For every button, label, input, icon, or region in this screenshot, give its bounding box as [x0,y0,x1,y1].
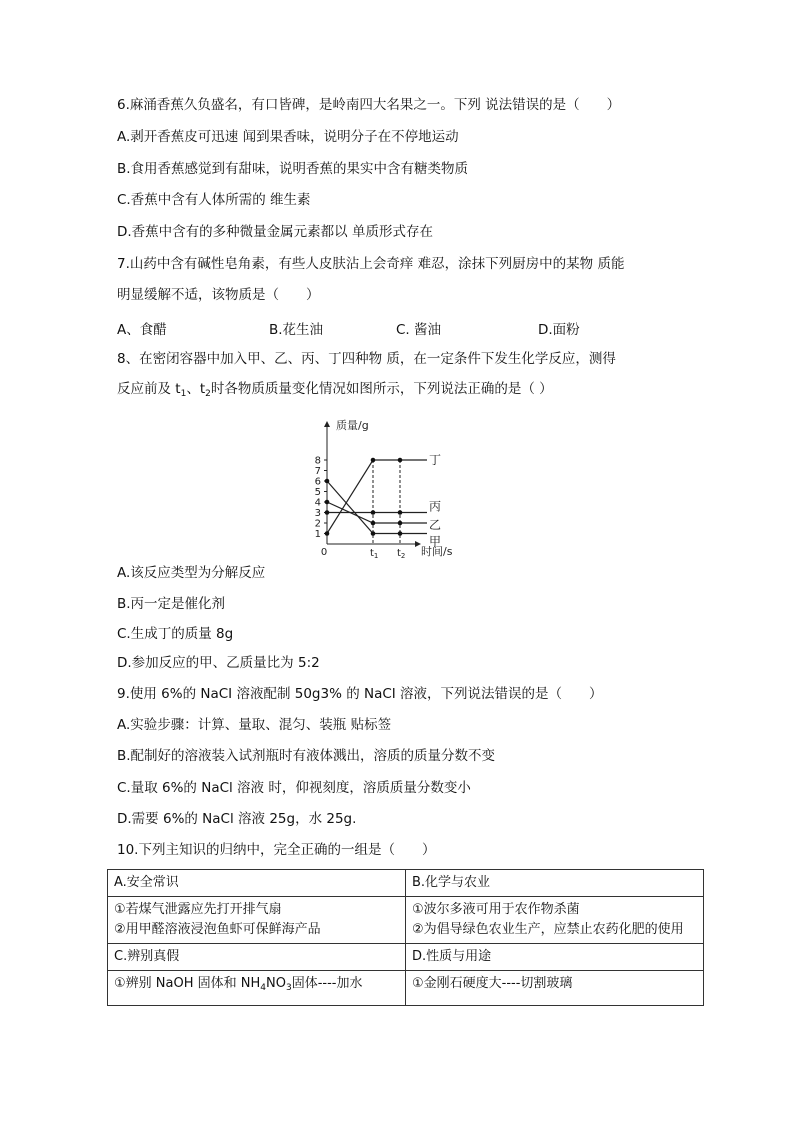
y-tick-label: 4 [314,497,321,509]
series-label: 丙 [429,499,442,514]
cell-a-item1: ①若煤气泄露应先打开排气扇 [114,902,282,917]
q8-option-c: C.生成丁的质量 8g [117,626,234,642]
table-row [108,971,704,1006]
q8-stem-line2: 反应前及 $t_1$、$t_2$时各物质质量变化情况如图所示，下列说法正确的是（ ） [117,381,553,399]
data-point [325,500,330,505]
x-tick-label: $t_1$ [370,548,379,560]
q7-option-a: A、食醋 [117,322,167,338]
q7-option-c: C. 酱油 [396,322,442,338]
series-points [325,458,403,536]
q7-stem-line1: 7.山药中含有碱性皂角素，有些人皮肤沾上会奇痒 难忍，涂抹下列厨房中的某物 质能 [117,256,625,272]
series-labels [429,453,441,549]
cell-c-item1: ①辨别 NaOH 固体和 $NH_4NO_3$固体----加水 [114,976,363,993]
data-point [371,521,376,526]
y-tick-label: 3 [314,508,321,519]
y-tick-label: 5 [314,487,321,498]
series-lines [327,460,427,534]
data-point [325,479,330,484]
q6-option-c: C.香蕉中含有人体所需的 维生素 [117,192,311,208]
q8-option-a: A.该反应类型为分解反应 [117,565,266,581]
data-point [398,510,403,515]
cell-a-head: A.安全常识 [108,870,406,897]
table-row [108,897,704,944]
q8-stem-line1: 8、在密闭容器中加入甲、乙、丙、丁四种物 质，在一定条件下发生化学反应，测得 [117,351,616,367]
table-row [108,944,704,971]
q6-option-d: D.香蕉中含有的多种微量金属元素都以 单质形式存在 [117,224,433,240]
y-tick-label: 7 [314,466,321,477]
y-tick-label: 2 [314,518,321,530]
knowledge-table [107,869,704,1006]
table-row [108,870,704,897]
q6-option-a: A.剥开香蕉皮可迅速 闻到果香味，说明分子在不停地运动 [117,129,459,145]
cell-d-item1: ①金刚石硬度大----切割玻璃 [412,976,573,991]
data-point [371,510,376,515]
q9-option-a: A.实验步骤：计算、量取、混匀、装瓶 贴标签 [117,717,392,733]
q8-option-b: B.丙一定是催化剂 [117,596,226,612]
cell-c-body [108,971,406,1006]
y-ticks [315,456,327,541]
q7-option-d: D.面粉 [538,322,580,338]
cell-a-item2: ②用甲醛溶液浸泡鱼虾可保鲜海产品 [114,922,321,937]
q7-option-b: B.花生油 [269,322,324,338]
cell-b-item2: ②为倡导绿色农业生产，应禁止农药化肥的使用 [412,922,684,937]
data-point [398,521,403,526]
q10-stem: 10.下列主知识的归纳中，完全正确的一组是（ ） [117,842,436,858]
q6-option-b: B.食用香蕉感觉到有甜味，说明香蕉的果实中含有糖类物质 [117,161,469,177]
data-point [398,458,403,463]
cell-a-body [108,897,406,944]
q8-option-d: D.参加反应的甲、乙质量比为 5:2 [117,655,320,671]
q9-stem: 9.使用 6%的 NaCI 溶液配制 50g3% 的 NaCI 溶液，下列说法错误的是（ ） [117,686,603,702]
origin-label: 0 [320,547,328,558]
data-point [371,531,376,536]
x-axis-label: 时间/s [421,545,453,558]
time-guides [373,460,400,544]
q9-option-c: C.量取 6%的 NaCl 溶液 时，仰视刻度，溶质质量分数变小 [117,780,471,796]
q9-option-b: B.配制好的溶液装入试剂瓶时有液体溅出，溶质的质量分数不变 [117,748,496,764]
q6-stem: 6.麻涌香蕉久负盛名，有口皆碑，是岭南四大名果之一。下列 说法错误的是（ ） [117,97,621,113]
data-point [325,510,330,515]
q9-option-d: D.需要 6%的 NaCl 溶液 25g，水 25g. [117,811,357,827]
y-tick-label: 1 [314,529,321,540]
y-tick-label: 6 [314,476,321,488]
mass-time-chart [300,412,470,562]
cell-b-body [406,897,704,944]
data-point [325,531,330,536]
series-label: 丁 [429,453,442,467]
cell-b-head: B.化学与农业 [406,870,704,897]
series-label: 甲 [429,534,442,549]
y-tick-label: 8 [314,455,321,467]
x-tick-label: $t_2$ [397,548,406,560]
data-point [371,458,376,463]
x-ticks [370,548,405,560]
series-label: 乙 [429,518,442,532]
cell-b-item1: ①波尔多液可用于农作物杀菌 [412,902,580,917]
q7-options [117,318,717,336]
y-axis-label: 质量/g [336,419,369,432]
cell-d-head: D.性质与用途 [406,944,704,971]
data-point [398,531,403,536]
cell-c-head: C.辨别真假 [108,944,406,971]
series-line [327,481,427,534]
q7-stem-line2: 明显缓解不适，该物质是（ ） [117,287,320,303]
cell-d-body [406,971,704,1006]
